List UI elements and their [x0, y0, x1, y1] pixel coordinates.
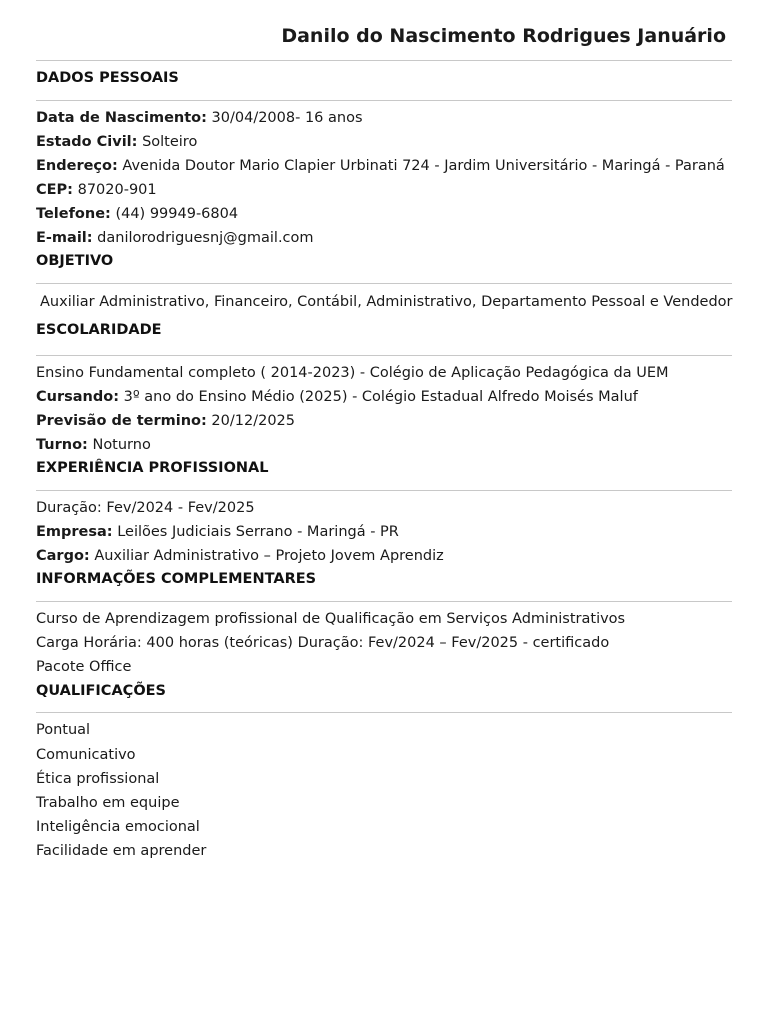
objective-text: Auxiliar Administrativo, Financeiro, Contábil, Administrativo, Departamento Pessoal e Vendedor	[40, 294, 733, 310]
qualification-item: Pontual	[36, 722, 91, 738]
civil-status-label: Estado Civil:	[36, 134, 138, 150]
divider	[36, 712, 732, 713]
phone-value: (44) 99949-6804	[115, 206, 239, 222]
phone-row	[36, 206, 238, 222]
address-value: Avenida Doutor Mario Clapier Urbinati 724 - Jardim Universitário - Maringá - Paraná	[122, 158, 725, 174]
section-title-complementary: INFORMAÇÕES COMPLEMENTARES	[36, 571, 317, 587]
complementary-item: Carga Horária: 400 horas (teóricas) Duração: Fev/2024 – Fev/2025 - certificado	[36, 635, 610, 651]
cursando-value: 3º ano do Ensino Médio (2025) - Colégio Estadual Alfredo Moisés Maluf	[123, 389, 638, 405]
email-label: E-mail:	[36, 230, 93, 246]
qualification-item: Inteligência emocional	[36, 819, 200, 835]
candidate-name: Danilo do Nascimento Rodrigues Januário	[281, 25, 726, 47]
section-title-personal: DADOS PESSOAIS	[36, 70, 179, 86]
cursando-label: Cursando:	[36, 389, 119, 405]
divider	[36, 60, 732, 61]
qualification-item: Ética profissional	[36, 771, 160, 787]
address-row	[36, 158, 725, 174]
role-value: Auxiliar Administrativo – Projeto Jovem Aprendiz	[94, 548, 444, 564]
shift-label: Turno:	[36, 437, 88, 453]
qualification-item: Comunicativo	[36, 747, 136, 763]
email-row	[36, 230, 314, 246]
cep-value: 87020-901	[77, 182, 157, 198]
qualification-item: Trabalho em equipe	[36, 795, 180, 811]
section-title-qualifications: QUALIFICAÇÕES	[36, 683, 166, 699]
qualification-item: Facilidade em aprender	[36, 843, 207, 859]
birth-date-label: Data de Nascimento:	[36, 110, 207, 126]
experience-duration: Duração: Fev/2024 - Fev/2025	[36, 500, 255, 516]
civil-status-row	[36, 134, 197, 150]
shift-row	[36, 437, 151, 453]
birth-date-row	[36, 110, 363, 126]
role-label: Cargo:	[36, 548, 90, 564]
completion-forecast-row	[36, 413, 295, 429]
divider	[36, 283, 732, 284]
cursando-row	[36, 389, 638, 405]
divider	[36, 601, 732, 602]
section-title-experience: EXPERIÊNCIA PROFISSIONAL	[36, 460, 269, 476]
role-row	[36, 548, 444, 564]
completion-forecast-value: 20/12/2025	[211, 413, 295, 429]
cep-row	[36, 182, 157, 198]
email-value[interactable]: danilorodriguesnj@gmail.com	[97, 230, 314, 246]
completion-forecast-label: Previsão de termino:	[36, 413, 207, 429]
complementary-item: Pacote Office	[36, 659, 132, 675]
section-title-education: ESCOLARIDADE	[36, 322, 162, 338]
divider	[36, 100, 732, 101]
complementary-item: Curso de Aprendizagem profissional de Qualificação em Serviços Administrativos	[36, 611, 626, 627]
divider	[36, 355, 732, 356]
shift-value: Noturno	[92, 437, 151, 453]
company-row	[36, 524, 399, 540]
birth-date-value: 30/04/2008- 16 anos	[211, 110, 363, 126]
education-line: Ensino Fundamental completo ( 2014-2023) - Colégio de Aplicação Pedagógica da UEM	[36, 365, 669, 381]
company-label: Empresa:	[36, 524, 113, 540]
section-title-objective: OBJETIVO	[36, 253, 114, 269]
company-value: Leilões Judiciais Serrano - Maringá - PR	[117, 524, 399, 540]
cep-label: CEP:	[36, 182, 73, 198]
address-label: Endereço:	[36, 158, 118, 174]
phone-label: Telefone:	[36, 206, 111, 222]
divider	[36, 490, 732, 491]
civil-status-value: Solteiro	[142, 134, 198, 150]
